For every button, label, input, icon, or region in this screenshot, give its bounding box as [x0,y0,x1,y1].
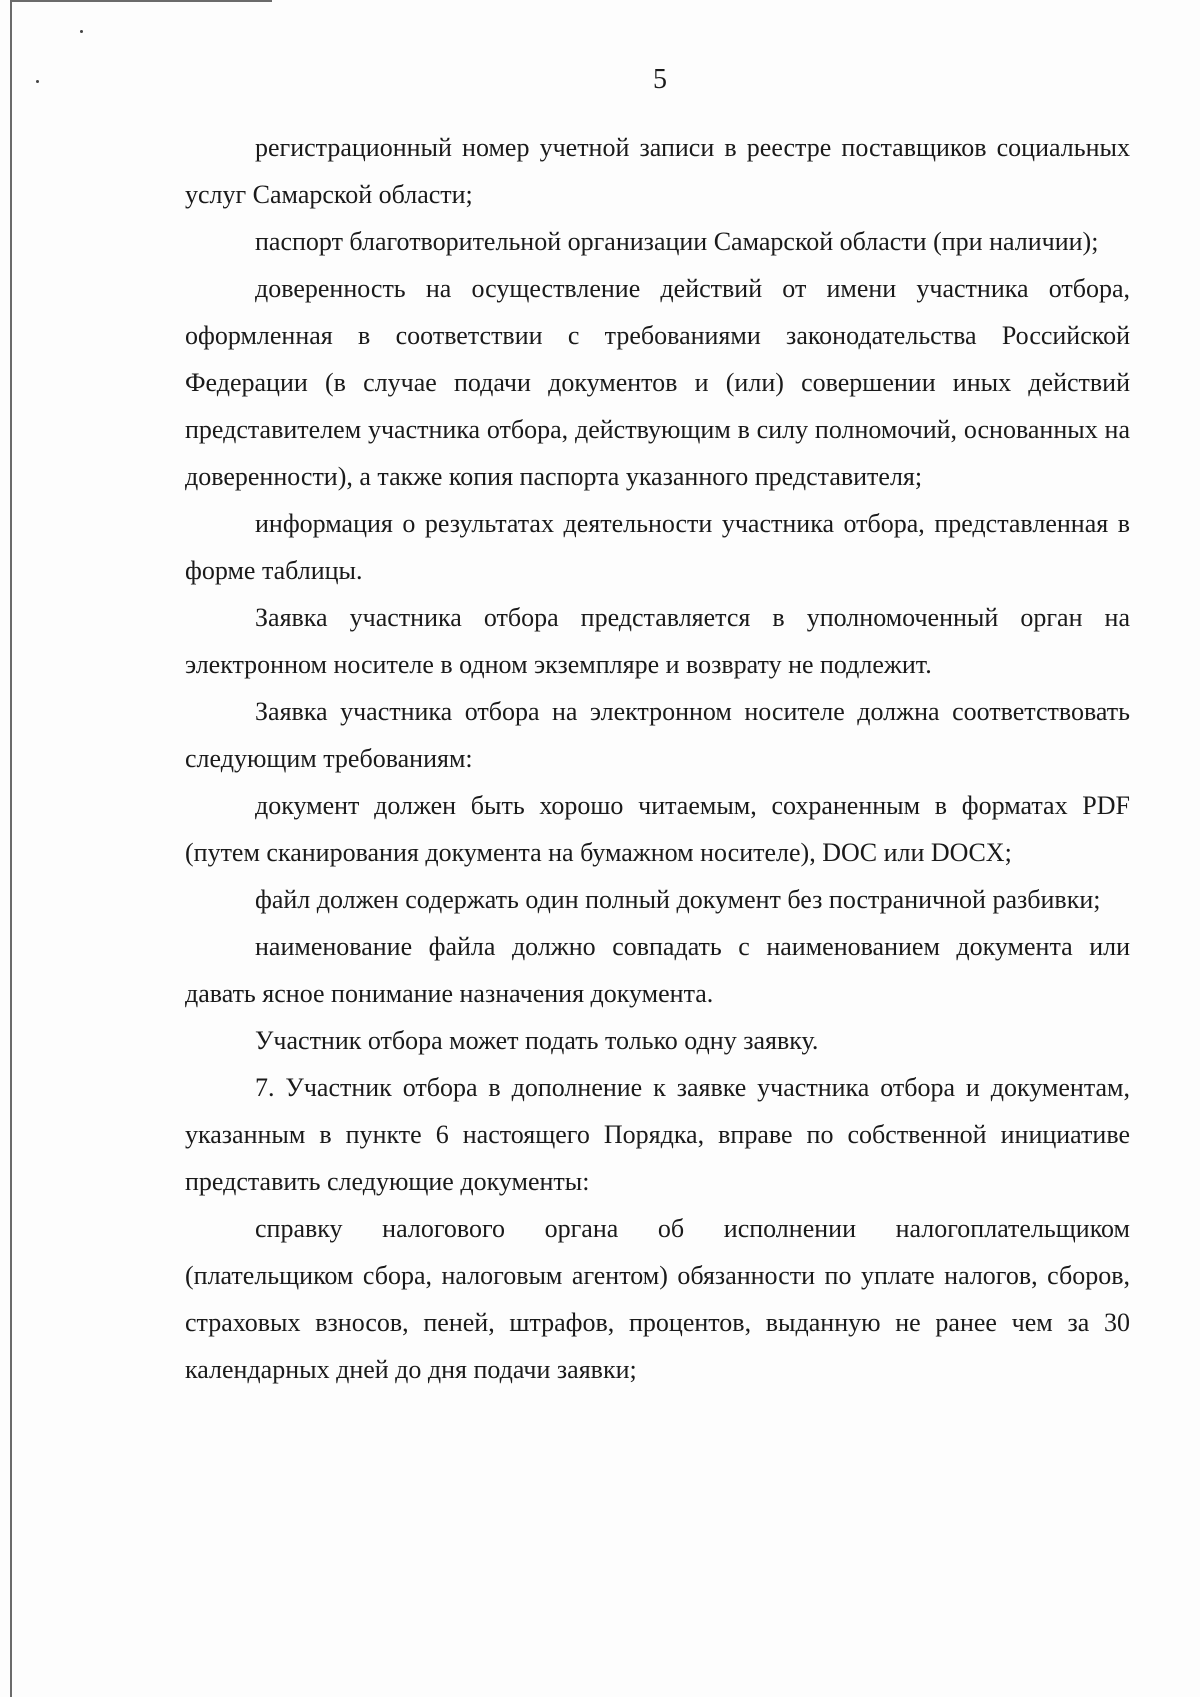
paragraph-registration-number: регистрационный номер учетной записи в реестре поставщиков социальных услуг Самарской области; [185,133,1130,209]
paragraph-one-application: Участник отбора может подать только одну заявку. [255,1026,819,1055]
paragraph-single-document: файл должен содержать один полный документ без постраничной разбивки; [255,885,1101,914]
paragraph-file-formats: документ должен быть хорошо читаемым, сохраненным в форматах PDF (путем сканирования документа на бумажном носителе), DOC или DOCX; [185,791,1130,867]
paragraph-activity-results: информация о результатах деятельности участника отбора, представленная в форме таблицы. [185,509,1130,585]
page-number: 5 [653,64,667,95]
scan-border-left [10,0,12,1697]
body-text [185,124,1130,1393]
paragraph-electronic-requirements: Заявка участника отбора на электронном носителе должна соответствовать следующим требованиям: [185,697,1130,773]
paragraph-application-submission: Заявка участника отбора представляется в уполномоченный орган на электронном носителе в одном экземпляре и возврату не подлежит. [185,603,1130,679]
paragraph-charity-passport: паспорт благотворительной организации Самарской области (при наличии); [255,227,1099,256]
scan-border-top [10,0,272,2]
paragraph-item-7: 7. Участник отбора в дополнение к заявке участника отбора и документам, указанным в пункте 6 настоящего Порядка, вправе по собственной инициативе представить следующие документы: [185,1073,1130,1196]
scan-speck [80,30,83,33]
paragraph-power-of-attorney: доверенность на осуществление действий от имени участника отбора, оформленная в соответствии с требованиями законодательства Российской Федерации (в случае подачи документов и (или) совершении иных действий представителем участника отбора, действующим в силу полномочий, основанных на доверенности), а также копия паспорта указанного представителя; [185,274,1130,491]
paragraph-file-naming: наименование файла должно совпадать с наименованием документа или давать ясное понимание назначения документа. [185,932,1130,1008]
paragraph-tax-certificate: справку налогового органа об исполнении налогоплательщиком (плательщиком сбора, налоговым агентом) обязанности по уплате налогов, сборов, страховых взносов, пеней, штрафов, процентов, выданную не ранее чем за 30 календарных дней до дня подачи заявки; [185,1214,1130,1384]
